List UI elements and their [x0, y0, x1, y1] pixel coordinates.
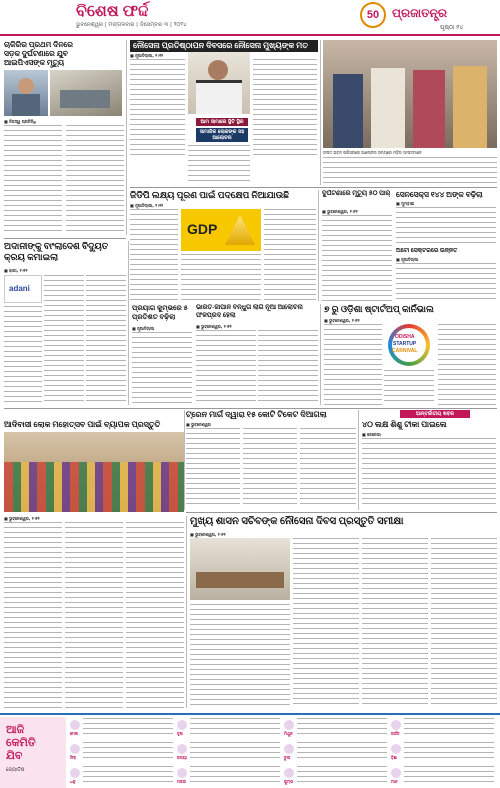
story-11-body	[324, 324, 382, 405]
zodiac-sign-text	[297, 766, 387, 786]
zodiac-sign-label: କୁମ୍ଭ	[284, 779, 294, 784]
zodiac-sign-icon	[177, 720, 187, 730]
story-11-byline: ■ ଭୁବନେଶ୍ୱର, ୨।୧୨	[324, 318, 360, 323]
story-3-body	[323, 157, 497, 185]
zodiac-sign-label: ସିଂହ	[70, 755, 76, 760]
zodiac-sign-label: ମିଥୁନ	[284, 731, 293, 736]
story-2-tag-2: ସାମାଜିକ ଲୋକଙ୍କ ସହ ଆଲୋଚନା	[196, 128, 248, 142]
story-4-body-col3	[264, 209, 316, 301]
dateline: ଭୁବନେଶ୍ୱର | ମଙ୍ଗଳବାର | ଡିସେମ୍ବର ୩ | ୨୦୨୪	[76, 22, 187, 28]
story-2-body-col2	[253, 59, 317, 159]
gdp-graphic	[181, 209, 261, 251]
story-1-headline: ଚାକିରିର ପ୍ରଥମ ଦିନରେ ସଡ଼କ ଦୁର୍ଘଟଣାରେ ଯୁବ ଆଇପିଏସଙ୍କ ମୃତ୍ୟୁ	[4, 40, 73, 67]
story-11-body-col2	[438, 324, 496, 405]
story-5-body	[322, 215, 392, 301]
startup-carnival-logo	[384, 322, 434, 368]
story-14-body	[4, 522, 62, 708]
zodiac-sign-label: ବିଛା	[391, 755, 398, 760]
story-10-byline: ■ ଭୁବନେଶ୍ୱର, ୨।୧୨	[196, 324, 232, 329]
zodiac-sign-icon	[391, 768, 401, 778]
section-title: ବିଶେଷ ଫର୍ଦ୍ଦ	[76, 3, 149, 20]
column-rule	[186, 516, 187, 708]
story-14-body-col2	[65, 522, 123, 708]
story-14-byline: ■ ଭୁବନେଶ୍ୱର, ୨।୧୨	[4, 516, 40, 521]
story-4-body	[130, 209, 178, 301]
story-2-body	[130, 59, 185, 159]
story-12-body	[186, 428, 240, 508]
zodiac-sign-icon	[284, 720, 294, 730]
zodiac-sign-label: କର୍କଟ	[391, 731, 400, 736]
story-8-body	[44, 275, 84, 405]
ips-officer-photo	[4, 70, 48, 116]
zodiac-sign-text	[297, 718, 387, 738]
story-5-headline: ଦୁର୍ଘଟଣାରେ ମୃତ୍ୟୁ ୫୦ ପାର୍	[322, 190, 391, 197]
zodiac-sign-text	[404, 742, 494, 762]
horoscope-subtitle: ଜ୍ୟୋତିଷ	[6, 767, 25, 773]
navy-chief-photo	[188, 52, 250, 114]
zodiac-sign-label: ମକର	[177, 779, 186, 784]
zodiac-sign-label: ତୁଳା	[284, 755, 291, 760]
zodiac-sign-text	[404, 718, 494, 738]
story-4-byline: ■ ନୂଆଦିଲ୍ଲୀ, ୨।୧୨	[130, 203, 164, 208]
column-rule	[358, 410, 359, 510]
story-13-byline: ■ ଜେନେଭା	[362, 432, 381, 437]
story-13-body	[362, 438, 496, 508]
zodiac-sign-label: କନ୍ୟା	[177, 755, 187, 760]
story-12-headline: ଟ୍ରେନ ମାର୍ଗ ଦ୍ୱାରା ୧୫ କୋଟି ଟିକେଟ ଦିଆଗଲା	[186, 410, 327, 419]
zodiac-sign-icon	[391, 720, 401, 730]
zodiac-sign-icon	[177, 744, 187, 754]
story-3-caption: ସଂସଦ ଭବନ ପରିସରରେ ଆଲୋଚନା ସମୟରେ ମହିଳା ସାଂସଦମାନେ	[323, 150, 422, 155]
story-8-body-col2	[86, 275, 126, 405]
story-9-byline: ■ ନୂଆଦିଲ୍ଲୀ	[132, 326, 155, 331]
story-8-body-col0	[4, 306, 42, 405]
section-rule	[186, 512, 497, 513]
story-11-headline: ୭ ରୁ ଓଡ଼ିଶା ଷ୍ଟାର୍ଟଅପ୍ କାର୍ନିଭାଲ	[324, 304, 434, 314]
section-rule	[4, 408, 497, 409]
adani-logo-text: adani	[9, 284, 30, 293]
logo-line-3: CARNIVAL	[392, 348, 418, 354]
story-15-body-col2	[362, 538, 428, 708]
story-9-headline: ପ୍ରୟାଗ କୁମ୍ଭରେ ୫ ପ୍ରତିଶତ ବଢ଼ିଲା	[132, 304, 188, 321]
story-6-headline: ସେନସେକ୍ସ ୧୪୪ ଅଙ୍କ ବଢ଼ିଲା	[396, 190, 483, 199]
zodiac-sign-icon	[70, 720, 80, 730]
story-1-byline: ■ ନିଜସ୍ୱ ପ୍ରତିନିଧି	[4, 119, 37, 124]
zodiac-sign-icon	[391, 744, 401, 754]
story-15-body-col0	[190, 604, 290, 708]
zodiac-sign-text	[297, 742, 387, 762]
zodiac-sign-icon	[284, 744, 294, 754]
story-1-body-col2	[66, 125, 124, 235]
story-12-byline: ■ ଭୁବନେଶ୍ୱର	[186, 422, 211, 427]
column-rule	[318, 190, 319, 301]
story-6-byline: ■ ମୁମ୍ବାଇ	[396, 201, 415, 206]
horoscope-strip	[0, 713, 500, 788]
story-2-headline: ନୌସେନା ପ୍ରତିଷ୍ଠାପନ ଦିବସରେ ନୌସେନା ମୁଖ୍ୟଙ୍କ ମତ	[130, 40, 318, 52]
column-rule	[128, 241, 129, 405]
anniversary-logo: 50	[360, 2, 386, 28]
column-rule	[184, 410, 185, 510]
section-rule	[4, 238, 126, 239]
zodiac-sign-label: ମେଷ	[70, 731, 78, 736]
zodiac-sign-label: ମୀନ	[391, 779, 398, 784]
zodiac-sign-text	[404, 766, 494, 786]
story-4-headline: ଜିଡିପି ଲକ୍ଷ୍ୟ ପୂରଣ ପାଇଁ ପଦକ୍ଷେପ ନିଆଯାଉଛି	[130, 190, 289, 200]
page-number: ପୃଷ୍ଠା ୧୪	[440, 24, 464, 31]
zodiac-sign-icon	[70, 744, 80, 754]
zodiac-sign-text	[83, 718, 173, 738]
column-rule	[320, 40, 321, 185]
tribal-festival-photo	[4, 432, 184, 512]
paper-name: ପ୍ରଜାତନ୍ତ୍ର	[392, 6, 448, 20]
chief-secretary-meeting-photo	[190, 538, 290, 600]
horoscope-title: ଆଜି କେମିତି ଯିବ	[6, 723, 36, 762]
story-14-headline: ଆଦିବାସୀ ଲୋକ ମହୋତ୍ସବ ପାଇଁ ବ୍ୟାପକ ପ୍ରସ୍ତୁତି	[4, 420, 161, 429]
story-12-body-col3	[300, 428, 356, 508]
story-10-headline: ଭାରତ-ଜାପାନ ବନ୍ଧୁତା ଲାଗି ନୂଆ ଆଲୋଚନା ଫଳପ୍ରଦ ହେଲା	[196, 304, 303, 319]
story-2-tag-1: ଆମ ସୀମାରେ ସ୍ଥିତି ସ୍ଥିର	[196, 118, 248, 126]
story-7-body	[396, 263, 496, 301]
story-8-byline: ■ ଢାକା, ୨।୧୨	[4, 268, 28, 273]
zodiac-sign-text	[83, 742, 173, 762]
story-10-body	[196, 330, 256, 405]
story-15-body	[293, 538, 359, 708]
story-15-byline: ■ ଭୁବନେଶ୍ୱର, ୨।୧୨	[190, 532, 226, 537]
zodiac-sign-text	[83, 766, 173, 786]
adani-logo	[4, 275, 42, 303]
story-1-body	[4, 125, 62, 235]
story-12-body-col2	[243, 428, 297, 508]
logo-line-1: ODISHA	[395, 334, 415, 340]
zodiac-sign-icon	[70, 768, 80, 778]
zodiac-sign-text	[190, 766, 280, 786]
story-14-body-col3	[126, 522, 184, 708]
story-2-byline: ■ ନୂଆଦିଲ୍ଲୀ, ୨।୧୨	[130, 53, 164, 58]
story-6-body	[396, 207, 496, 245]
story-4-body-col2	[181, 254, 261, 301]
zodiac-sign-label: ଧନୁ	[70, 779, 76, 784]
story-5-byline: ■ ଭୁବନେଶ୍ୱର, ୨।୧୨	[322, 209, 358, 214]
section-rule	[130, 187, 497, 188]
story-11-body-col3	[384, 370, 434, 405]
story-15-body-col3	[431, 538, 497, 708]
story-7-headline: ଅଟୋ ସେକ୍ଟରରେ ଉନ୍ନତି	[396, 248, 458, 254]
logo-line-2: STARTUP	[393, 341, 417, 347]
parliament-women-photo	[323, 40, 497, 148]
zodiac-sign-label: ବୃଷ	[177, 731, 183, 736]
accident-scene-photo	[50, 70, 122, 116]
story-15-headline: ମୁଖ୍ୟ ଶାସନ ସଚିବଙ୍କ ନୌସେନା ଦିବସ ପ୍ରସ୍ତୁତି ସମୀକ୍ଷା	[190, 516, 404, 527]
story-13-headline: ୪୦ ଲକ୍ଷ ଶିଶୁ ଟୀକା ପାଇଲେ	[362, 420, 447, 429]
story-13-kicker: ଆନ୍ତର୍ଜାତୀୟ ଖବର	[400, 410, 470, 418]
story-2-body-col3	[188, 145, 250, 185]
column-rule	[126, 40, 127, 235]
gdp-label: GDP	[187, 221, 218, 237]
zodiac-sign-icon	[284, 768, 294, 778]
story-9-body	[132, 332, 192, 405]
masthead	[0, 0, 500, 36]
story-10-body-col2	[258, 330, 318, 405]
zodiac-sign-text	[190, 718, 280, 738]
zodiac-sign-icon	[177, 768, 187, 778]
horoscope-title-box	[0, 717, 66, 788]
story-7-byline: ■ ନୂଆଦିଲ୍ଲୀ	[396, 257, 419, 262]
column-rule	[320, 304, 321, 405]
story-8-headline: ଅଦାନୀଙ୍କୁ ବାଂଲାଦେଶ ବିଦ୍ୟୁତ କ୍ରୟ କମାଇଲା	[4, 241, 109, 262]
zodiac-sign-text	[190, 742, 280, 762]
